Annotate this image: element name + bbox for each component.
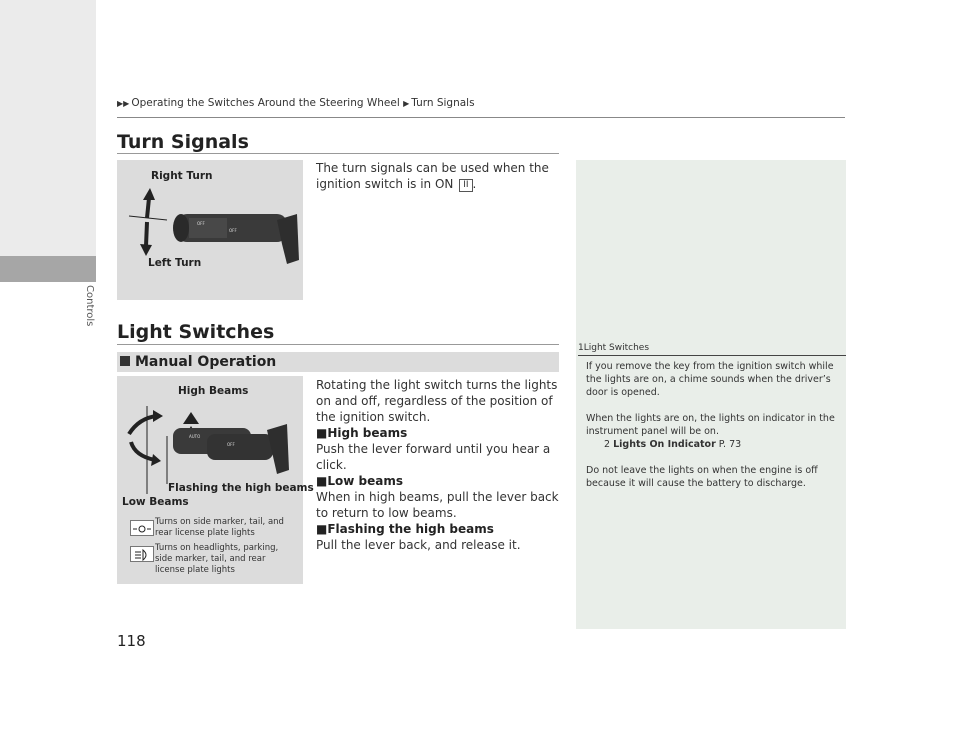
turn-signals-text: The turn signals can be used when the ignition switch is in ON II . [316, 161, 549, 191]
flashing-label: Flashing the high beams [168, 482, 314, 494]
chapter-label: Controls [84, 285, 95, 327]
breadcrumb-arrow-icon: ▶ [403, 99, 410, 108]
note-heading [578, 343, 649, 353]
reference-arrow-icon: 2 [604, 439, 611, 450]
side-bar [0, 0, 96, 256]
turn-signal-figure [117, 160, 303, 300]
section-rule [117, 153, 559, 154]
breadcrumb-item[interactable]: Operating the Switches Around the Steering Wheel [131, 97, 400, 109]
subhead-manual-operation: Manual Operation [117, 352, 559, 372]
square-bullet-icon: ■ [316, 474, 328, 488]
chapter-tab[interactable] [0, 256, 96, 282]
section-title-turn-signals: Turn Signals [117, 131, 249, 153]
low-beams-label: Low Beams [122, 496, 189, 508]
note-rule [578, 355, 846, 356]
page-number: 118 [117, 632, 146, 650]
right-turn-label: Right Turn [151, 170, 213, 182]
headlights-icon [130, 546, 154, 562]
header-rule [117, 117, 845, 118]
note-title: Light Switches [583, 343, 650, 353]
svg-text:OFF: OFF [227, 442, 235, 447]
square-bullet-icon [120, 356, 130, 366]
svg-text:OFF: OFF [197, 221, 205, 226]
cross-reference-link[interactable]: 2 Lights On Indicator P. 73 [604, 439, 742, 450]
legend-text-parking: Turns on side marker, tail, and rear license plate lights [155, 517, 284, 538]
light-switch-figure [117, 376, 314, 584]
section-title-light-switches: Light Switches [117, 321, 275, 343]
square-bullet-icon: ■ [316, 522, 328, 536]
svg-text:AUTO: AUTO [189, 434, 201, 439]
breadcrumb-arrow-icon: ▶▶ [117, 99, 130, 108]
section-rule [117, 344, 559, 345]
parking-lights-icon [130, 520, 154, 536]
note-number: 1 [578, 343, 584, 353]
note-body: If you remove the key from the ignition switch while the lights are on, a chime sounds when the driver’s door is opened. When the lights are on, the lights on indicator in the instrument panel will be on. 2 Lights On Indicator P. 73 Do not leave the lights on when the engine is off because it will cause the battery to discharge. [586, 360, 838, 503]
left-turn-label: Left Turn [148, 257, 202, 269]
square-bullet-icon: ■ [316, 426, 328, 440]
light-switches-text: Rotating the light switch turns the lights on and off, regardless of the position of the ignition switch. ■High beams Push the lever forward until you hear a click. ■Low beams When in high beams, pull the lever back to return to low beams. ■Flashing the high beams Pull the lever back, and release it. [316, 378, 559, 552]
svg-text:OFF: OFF [229, 228, 237, 233]
legend-text-headlights: Turns on headlights, parking, side marker, tail, and rear license plate lights [155, 543, 279, 575]
high-beams-label: High Beams [178, 385, 249, 397]
breadcrumb [117, 97, 475, 109]
breadcrumb-item-current: Turn Signals [411, 97, 475, 109]
ignition-position-key: II [459, 179, 472, 192]
